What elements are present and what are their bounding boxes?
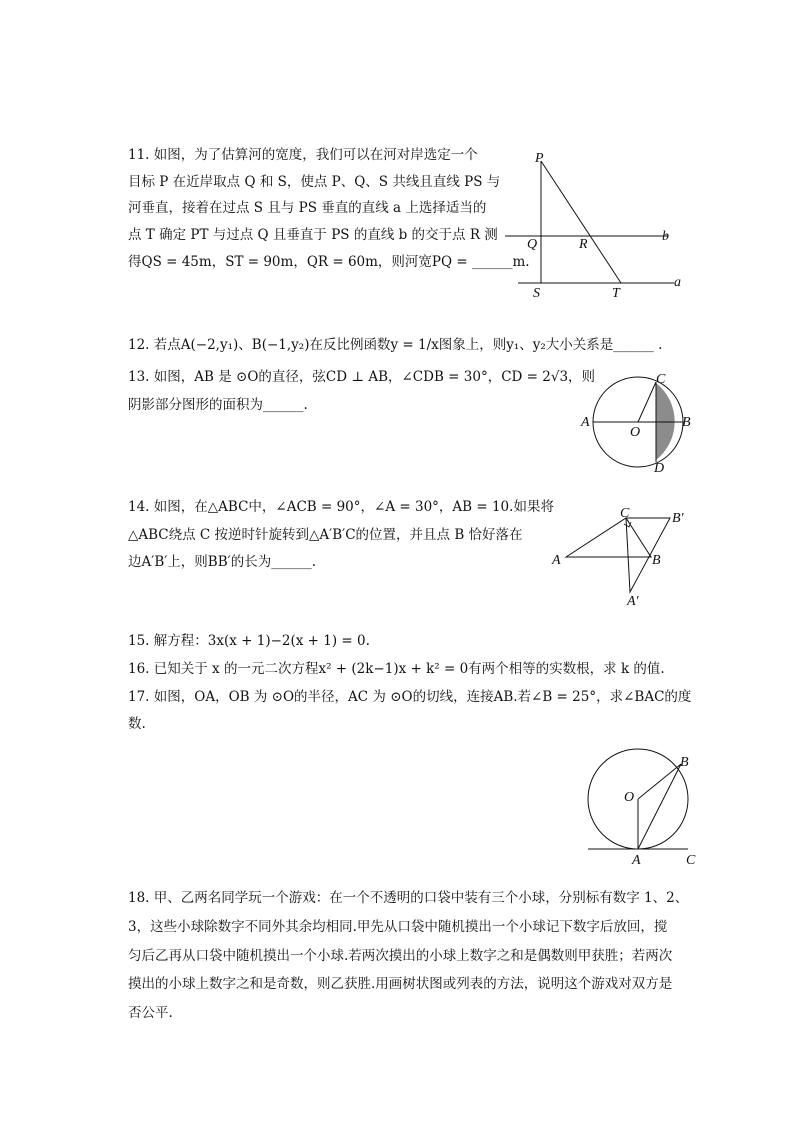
q11-line-4: 点 T 确定 PT 与过点 Q 且垂直于 PS 的直线 b 的交于点 R 测	[128, 227, 498, 243]
segment-AB	[638, 764, 681, 849]
label-A-prime: A′	[627, 594, 639, 609]
q18-line-1: 18. 甲、乙两名同学玩一个游戏：在一个不透明的口袋中装有三个小球，分别标有数字 1、2、	[128, 890, 689, 906]
q17-diagram	[584, 744, 704, 869]
q14-diagram	[548, 502, 698, 612]
q11-line-1: 11. 如图，为了估算河的宽度，我们可以在河对岸选定一个	[128, 147, 478, 163]
label-R: R	[579, 237, 588, 252]
label-O: O	[624, 790, 635, 805]
label-C: C	[656, 372, 666, 387]
question-15: 15. 解方程：3x(x + 1)−2(x + 1) = 0.	[128, 633, 370, 649]
label-C: C	[620, 506, 630, 521]
q17-line-2: 数.	[128, 716, 146, 732]
label-B: B	[682, 415, 691, 430]
q11-line-5: 得QS = 45m，ST = 90m，QR = 60m，则河宽PQ = ______m.	[128, 254, 530, 270]
label-B: B	[652, 553, 661, 568]
question-12: 12. 若点A(−2,y₁)、B(−1,y₂)在反比例函数y = 1/x图象上，则y₁、y₂大小关系是______ .	[128, 337, 663, 353]
radius-OB	[638, 764, 681, 799]
q13-figure	[572, 368, 702, 478]
q14-line-1: 14. 如图，在△ABC中，∠ACB = 90°，∠A = 30°，AB = 10.如果将	[128, 499, 554, 515]
q18-line-4: 摸出的小球上数字之和是奇数，则乙获胜.用画树状图或列表的方法，说明这个游戏对双方是	[128, 976, 673, 992]
q14-line-3: 边A′B′上，则BB′的长为______.	[128, 554, 316, 570]
q13-line-2: 阴影部分图形的面积为______.	[128, 397, 308, 413]
label-a: a	[674, 275, 681, 290]
q18-line-5: 否公平.	[128, 1005, 173, 1021]
label-D: D	[654, 461, 665, 476]
right-angle-mark	[624, 522, 631, 527]
q14-figure	[548, 502, 698, 612]
label-B: B	[680, 755, 689, 770]
label-C: C	[686, 853, 696, 868]
q14-line-2: △ABC绕点 C 按逆时针旋转到△A′B′C的位置，并且点 B 恰好落在	[128, 527, 523, 543]
segment-PT	[541, 161, 621, 283]
q18-line-2: 3，这些小球除数字不同外其余均相同.甲先从口袋中随机摸出一个小球记下数字后放回，搅	[128, 919, 668, 935]
label-P: P	[535, 151, 544, 166]
label-A: A	[632, 853, 641, 868]
label-A: A	[552, 553, 561, 568]
q17-line-1: 17. 如图，OA，OB 为 ⊙O的半径，AC 为 ⊙O的切线，连接AB.若∠B = 25°，求∠BAC的度	[128, 689, 692, 705]
label-b: b	[662, 229, 669, 244]
label-A: A	[581, 415, 590, 430]
q17-figure	[584, 744, 704, 869]
q11-line-2: 目标 P 在近岸取点 Q 和 S，使点 P、Q、S 共线且直线 PS 与	[128, 174, 501, 190]
question-16: 16. 已知关于 x 的一元二次方程x² + (2k−1)x + k² = 0有两个相等的实数根，求 k 的值.	[128, 661, 665, 677]
q11-figure	[500, 145, 700, 305]
q11-line-3: 河垂直，接着在过点 S 且与 PS 垂直的直线 a 上选择适当的	[128, 200, 487, 216]
q18-line-3: 匀后乙再从口袋中随机摸出一个小球.若两次摸出的小球上数字之和是偶数则甲获胜；若两次	[128, 948, 673, 964]
label-S: S	[533, 286, 540, 301]
label-B-prime: B′	[672, 511, 684, 526]
q13-diagram	[572, 368, 702, 478]
q11-diagram	[500, 145, 700, 305]
radius-OC	[638, 382, 656, 422]
q13-line-1: 13. 如图，AB 是 ⊙O的直径，弦CD ⊥ AB，∠CDB = 30°，CD = 2√3，则	[128, 369, 596, 385]
label-T: T	[612, 286, 620, 301]
triangle-ABC	[566, 518, 651, 557]
label-Q: Q	[527, 237, 538, 252]
label-O: O	[630, 425, 641, 440]
